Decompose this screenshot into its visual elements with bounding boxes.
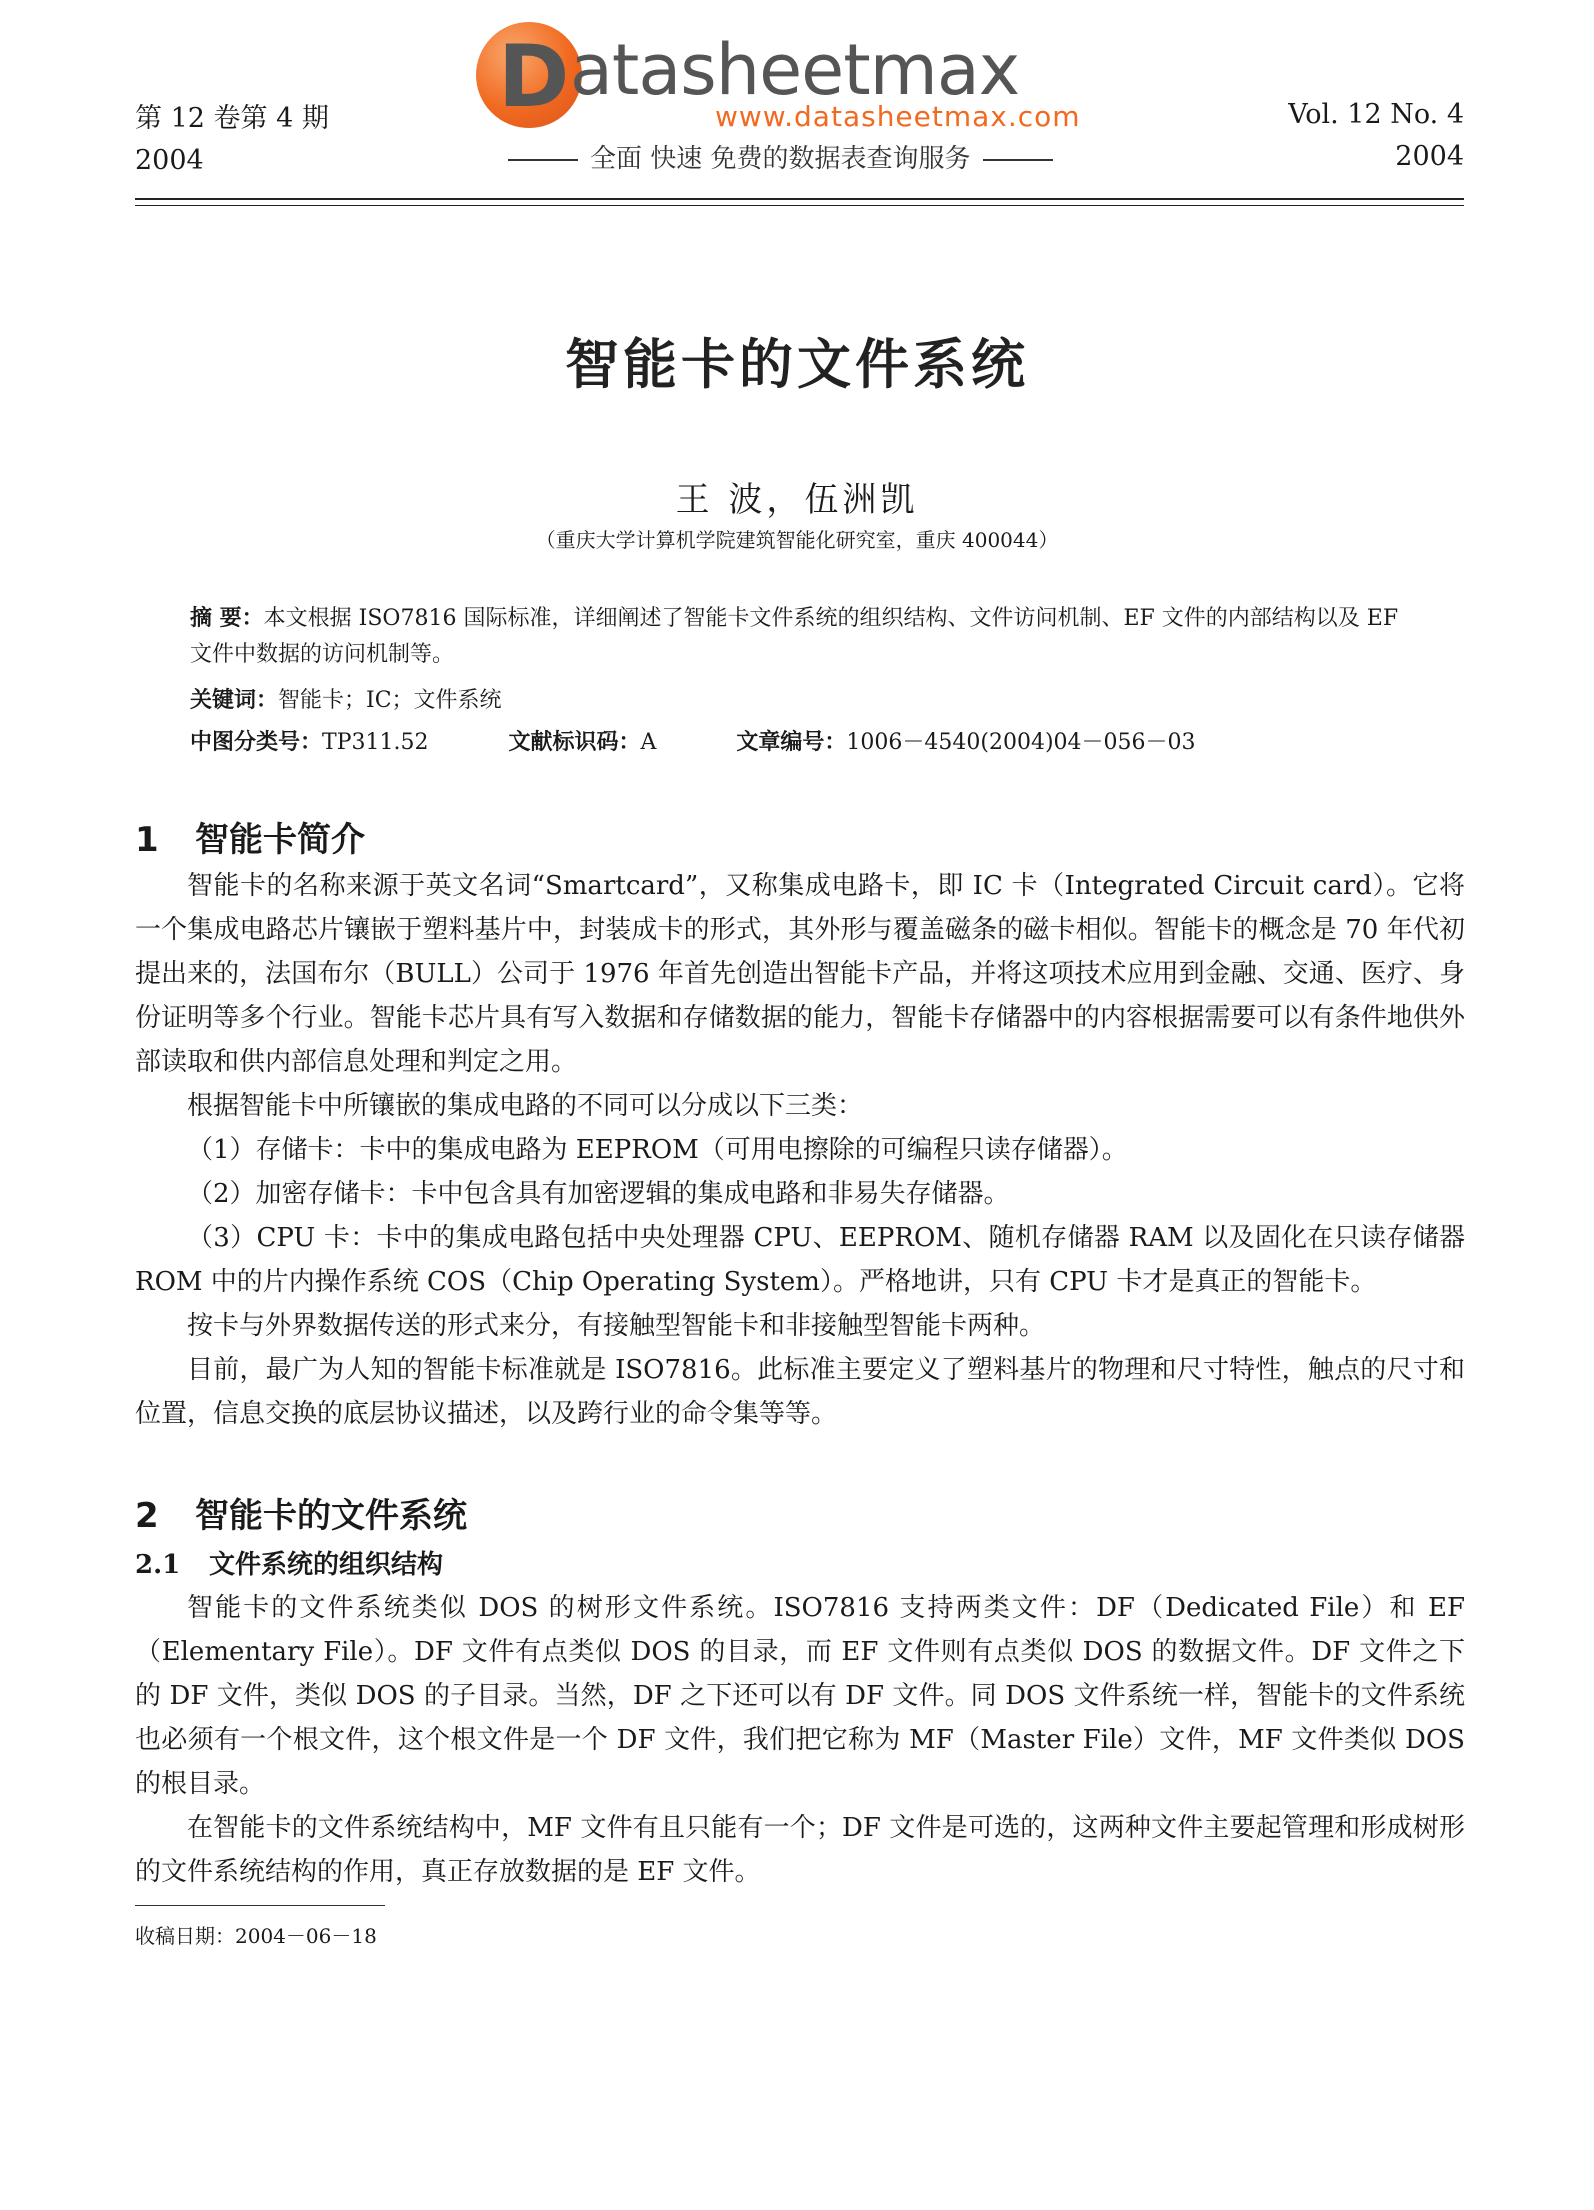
list-item: （2）加密存储卡：卡中包含具有加密逻辑的集成电路和非易失存储器。: [187, 1179, 1010, 1209]
subsection-2-1-title: 文件系统的组织结构: [209, 1550, 444, 1580]
classification-line: [190, 724, 1420, 761]
section-2-number: 2: [135, 1496, 159, 1536]
paper-title: 智能卡的文件系统: [565, 333, 1029, 396]
logo-url[interactable]: www.datasheetmax.com: [715, 100, 1081, 133]
journal-issue-right: [1288, 94, 1464, 178]
section-2-heading: [135, 1488, 467, 1537]
doc-code-label: 文献标识码：: [508, 729, 641, 755]
abstract-text: 本文根据 ISO7816 国际标准，详细阐述了智能卡文件系统的组织结构、文件访问机制、EF 文件的内部结构以及 EF 文件中数据的访问机制等。: [190, 606, 1399, 667]
paragraph: 智能卡的文件系统类似 DOS 的树形文件系统。ISO7816 支持两类文件：DF（Dedicated File）和 EF（Elementary File）。DF 文件有点类似 DOS 的目录，而 EF 文件则有点类似 DOS 的数据文件。DF 文件之下的 DF 文件，类似 DOS 的子目录。当然，DF 之下还可以有 DF 文件。同 DOS 文件系统一样，智能卡的文件系统也必须有一个根文件，这个根文件是一个 DF 文件，我们把它称为 MF（Master File）文件，MF 文件类似 DOS 的根目录。: [135, 1593, 1465, 1799]
section-1-number: 1: [135, 820, 159, 860]
clc-value: TP311.52: [322, 730, 429, 755]
clc-label: 中图分类号：: [190, 729, 323, 755]
received-date-footnote: 收稿日期：2004－06－18: [135, 1924, 377, 1948]
section-2-body: [135, 1586, 1465, 1894]
paragraph: 根据智能卡中所镶嵌的集成电路的不同可以分成以下三类：: [187, 1091, 864, 1121]
logo-wordmark: atasheetmax: [570, 29, 1020, 111]
section-1-title: 智能卡简介: [195, 820, 365, 860]
subsection-2-1-heading: [135, 1544, 443, 1581]
list-item: （1）存储卡：卡中的集成电路为 EEPROM（可用电擦除的可编程只读存储器）。: [187, 1135, 1128, 1165]
journal-issue-left: [135, 98, 329, 182]
section-2-title: 智能卡的文件系统: [195, 1496, 467, 1536]
article-id-value: 1006－4540(2004)04－056－03: [846, 730, 1196, 755]
paper-authors: 王 波，伍洲凯: [675, 480, 919, 520]
article-id-label: 文章编号：: [736, 729, 847, 755]
footnote-rule: [135, 1905, 385, 1906]
section-1-heading: [135, 812, 365, 861]
datasheetmax-logo[interactable]: [470, 14, 1130, 179]
section-1-body: [135, 864, 1465, 1436]
paragraph: 按卡与外界数据传送的形式来分，有接触型智能卡和非接触型智能卡两种。: [187, 1311, 1046, 1341]
keywords-text: 智能卡；IC；文件系统: [278, 688, 502, 713]
abstract-label: 摘 要：: [190, 605, 264, 631]
abstract: [190, 600, 1420, 673]
author-affiliation: （重庆大学计算机学院建筑智能化研究室，重庆 400044）: [535, 528, 1059, 552]
issue-year-right: 2004: [1395, 141, 1464, 172]
tagline-dash-left: [508, 159, 578, 161]
paragraph: 智能卡的名称来源于英文名词“Smartcard”，又称集成电路卡，即 IC 卡（Integrated Circuit card）。它将一个集成电路芯片镶嵌于塑料基片中，封装成卡的形式，其外形与覆盖磁条的磁卡相似。智能卡的概念是 70 年代初提出来的，法国布尔（BULL）公司于 1976 年首先创造出智能卡产品，并将这项技术应用到金融、交通、医疗、身份证明等多个行业。智能卡芯片具有写入数据和存储数据的能力，智能卡存储器中的内容根据需要可以有条件地供外部读取和供内部信息处理和判定之用。: [135, 871, 1465, 1077]
tagline-text: 全面 快速 免费的数据表查询服务: [590, 144, 971, 174]
issue-volume-cn: 第 12 卷第 4 期: [135, 103, 329, 134]
paragraph: 在智能卡的文件系统结构中，MF 文件有且只能有一个；DF 文件是可选的，这两种文件主要起管理和形成树形的文件系统结构的作用，真正存放数据的是 EF 文件。: [135, 1813, 1465, 1887]
subsection-2-1-number: 2.1: [135, 1550, 181, 1580]
doc-code-value: A: [640, 730, 657, 755]
list-item: （3）CPU 卡：卡中的集成电路包括中央处理器 CPU、EEPROM、随机存储器 RAM 以及固化在只读存储器 ROM 中的片内操作系统 COS（Chip Operating System）。严格地讲，只有 CPU 卡才是真正的智能卡。: [135, 1223, 1465, 1297]
header-rule-thin: [135, 205, 1464, 206]
issue-volume-en: Vol. 12 No. 4: [1288, 99, 1464, 130]
header-rule-thick: [135, 198, 1464, 200]
logo-tagline: [496, 138, 1065, 175]
logo-letter: D: [498, 27, 570, 127]
issue-year-left: 2004: [135, 145, 204, 176]
paragraph: 目前，最广为人知的智能卡标准就是 ISO7816。此标准主要定义了塑料基片的物理和尺寸特性，触点的尺寸和位置，信息交换的底层协议描述，以及跨行业的命令集等等。: [135, 1355, 1465, 1429]
keywords-label: 关键词：: [190, 687, 279, 713]
tagline-dash-right: [983, 159, 1053, 161]
keywords: [190, 682, 1420, 719]
